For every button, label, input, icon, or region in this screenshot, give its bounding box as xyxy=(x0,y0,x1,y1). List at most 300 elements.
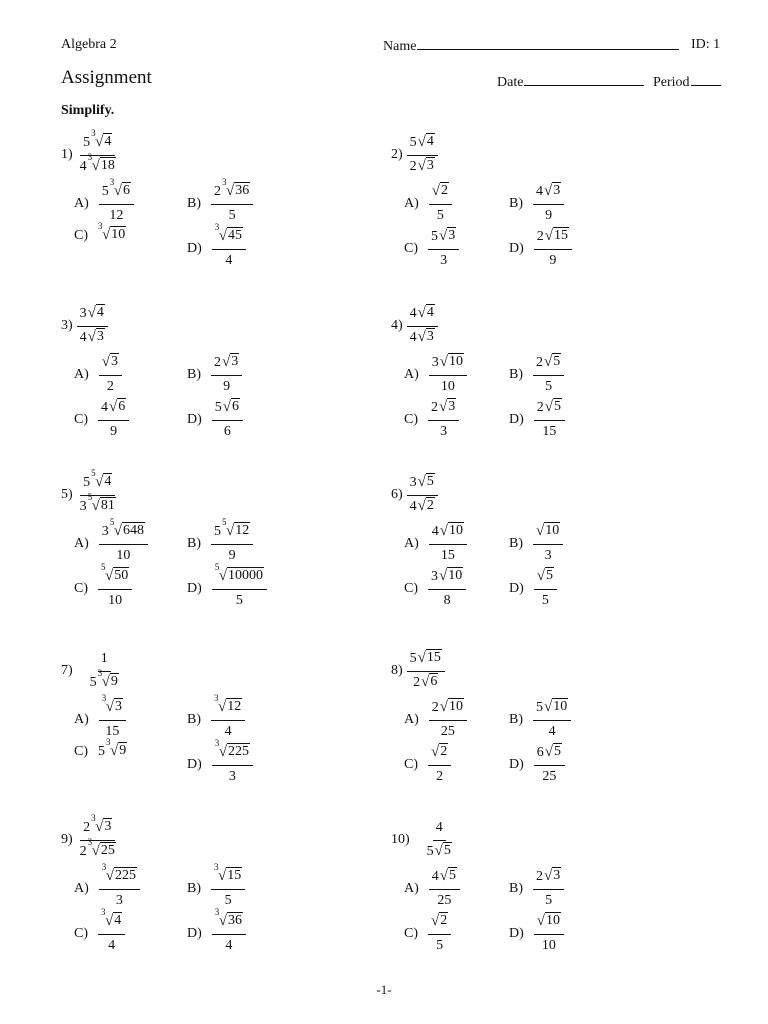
radicand: 6 xyxy=(123,183,131,198)
answer-choice-b[interactable] xyxy=(509,866,564,911)
radical-term xyxy=(102,355,119,370)
radical-sign: √ xyxy=(87,329,96,345)
radicand: 3 xyxy=(426,158,434,173)
radical-sign: √ xyxy=(226,523,235,539)
radical-term xyxy=(537,569,554,584)
choice-label: D) xyxy=(187,411,202,427)
fraction xyxy=(211,517,253,566)
problem-expression xyxy=(61,813,119,862)
radical-term xyxy=(537,745,562,760)
radical xyxy=(214,222,243,244)
radicand: 10 xyxy=(449,699,464,714)
answer-choice-d[interactable] xyxy=(509,742,565,787)
fraction xyxy=(424,817,455,862)
answer-choice-d[interactable] xyxy=(509,397,565,442)
coefficient: 3 xyxy=(79,306,87,321)
coefficient: 2 xyxy=(413,675,421,690)
radical-term xyxy=(536,184,561,199)
radicand: 25 xyxy=(100,843,115,858)
radicand: 45 xyxy=(228,228,243,243)
answer-choice-b[interactable] xyxy=(187,862,245,911)
radical xyxy=(431,912,448,929)
problem-number: 6) xyxy=(391,486,403,502)
fraction xyxy=(77,128,119,177)
fraction xyxy=(212,738,253,787)
radical-term xyxy=(410,135,435,150)
radicand: 3 xyxy=(104,819,112,834)
denominator: 5 xyxy=(228,208,236,223)
coefficient: 3 xyxy=(79,499,87,514)
answer-choice-a[interactable] xyxy=(74,177,134,226)
coefficient: 2 xyxy=(409,159,417,174)
radicand: 36 xyxy=(235,183,250,198)
period-field xyxy=(653,73,721,91)
radical-term xyxy=(98,221,126,243)
problem-expression xyxy=(61,648,122,693)
radical xyxy=(545,398,562,415)
denominator xyxy=(87,668,122,693)
root-index: 3 xyxy=(214,222,220,232)
radicand: 10 xyxy=(449,523,464,538)
denominator: 5 xyxy=(235,593,243,608)
answer-choice-c[interactable] xyxy=(404,397,459,442)
fraction xyxy=(99,862,140,911)
radical-term xyxy=(214,693,242,715)
answer-choice-c[interactable] xyxy=(404,226,459,271)
numerator xyxy=(429,352,467,376)
radical-sign: √ xyxy=(95,819,104,835)
denominator: 3 xyxy=(228,769,236,784)
numerator xyxy=(533,866,564,890)
denominator xyxy=(407,156,438,177)
radical-sign: √ xyxy=(113,523,123,539)
radical-sign: √ xyxy=(417,650,426,666)
period-blank-line[interactable] xyxy=(691,73,721,86)
fraction xyxy=(211,862,245,911)
radical-sign: √ xyxy=(431,913,440,929)
answer-choice-b[interactable] xyxy=(187,693,245,742)
answer-choice-b[interactable] xyxy=(509,521,563,566)
radical xyxy=(439,398,456,415)
answer-choice-c[interactable] xyxy=(74,562,132,611)
coefficient: 2 xyxy=(79,844,87,859)
answer-choice-a[interactable] xyxy=(404,521,467,566)
root-index: 3 xyxy=(91,813,96,823)
radical-sign: √ xyxy=(91,498,100,514)
choice-label: A) xyxy=(74,535,89,551)
denominator: 8 xyxy=(443,593,451,608)
date-label: Date xyxy=(497,75,524,90)
radicand: 3 xyxy=(231,354,239,369)
radical xyxy=(418,497,435,514)
answer-choice-a[interactable] xyxy=(74,517,148,566)
radical-sign: √ xyxy=(101,674,110,690)
answer-choice-b[interactable] xyxy=(509,697,571,742)
radical xyxy=(102,353,119,370)
radical xyxy=(545,227,569,244)
radical-sign: √ xyxy=(434,843,443,859)
problem-number: 7) xyxy=(61,662,73,678)
radical-term xyxy=(101,862,137,884)
radical-sign: √ xyxy=(536,913,546,929)
numerator xyxy=(98,907,125,935)
radical xyxy=(214,907,243,929)
radical-term xyxy=(79,152,116,174)
answer-choice-a[interactable] xyxy=(404,352,467,397)
radical-term xyxy=(80,330,105,345)
choice-label: C) xyxy=(74,227,88,243)
numerator xyxy=(212,397,243,421)
root-index: 3 xyxy=(87,152,93,162)
problem-expression xyxy=(391,648,445,693)
denominator: 15 xyxy=(105,724,120,739)
radical-sign: √ xyxy=(417,329,426,345)
radical xyxy=(440,353,464,370)
problem-number: 9) xyxy=(61,831,73,847)
answer-choice-c[interactable] xyxy=(74,221,126,244)
radicand: 3 xyxy=(553,868,561,883)
denominator xyxy=(407,496,438,517)
answer-choice-b[interactable] xyxy=(509,352,564,397)
radicand: 15 xyxy=(227,868,242,883)
denominator: 15 xyxy=(440,548,455,563)
answer-choice-b[interactable] xyxy=(187,352,242,397)
radical-sign: √ xyxy=(439,868,449,884)
radical-term xyxy=(214,738,250,760)
choice-label: A) xyxy=(404,711,419,727)
radical-term xyxy=(413,675,438,690)
radical-term xyxy=(83,468,112,490)
radical xyxy=(439,227,456,244)
radical-sign: √ xyxy=(536,568,546,584)
radical-term xyxy=(101,693,123,715)
radical-sign: √ xyxy=(105,568,114,584)
radical-sign: √ xyxy=(544,868,553,884)
coefficient: 2 xyxy=(83,820,91,835)
denominator xyxy=(77,492,119,517)
coefficient: 5 xyxy=(83,475,91,490)
answer-choice-a[interactable] xyxy=(404,181,452,226)
denominator: 10 xyxy=(116,548,131,563)
fraction xyxy=(533,521,563,566)
radical xyxy=(109,517,145,539)
fraction xyxy=(212,907,246,956)
answer-choice-b[interactable] xyxy=(187,517,253,566)
root-index: 5 xyxy=(91,468,96,478)
denominator: 5 xyxy=(224,893,232,908)
numerator xyxy=(533,181,564,205)
answer-choice-d[interactable] xyxy=(509,226,572,271)
radical xyxy=(545,743,562,760)
numerator xyxy=(99,177,134,205)
radicand: 50 xyxy=(114,568,129,583)
radicand: 10 xyxy=(553,699,568,714)
root-index: 5 xyxy=(87,492,93,502)
radicand: 3 xyxy=(111,354,119,369)
denominator: 6 xyxy=(223,424,231,439)
fraction xyxy=(407,303,438,348)
radical-sign: √ xyxy=(544,354,553,370)
radical xyxy=(418,649,442,666)
radical-sign: √ xyxy=(218,568,228,584)
radical-sign: √ xyxy=(222,354,231,370)
answer-choice-c[interactable] xyxy=(404,742,451,787)
numerator xyxy=(99,352,122,376)
radical xyxy=(440,698,464,715)
denominator: 12 xyxy=(109,208,124,223)
denominator xyxy=(77,152,119,177)
problem-expression xyxy=(391,472,438,517)
choice-label: A) xyxy=(74,880,89,896)
problem-5 xyxy=(61,468,264,608)
root-index: 3 xyxy=(109,177,115,187)
radical xyxy=(435,842,452,859)
coefficient: 2 xyxy=(431,700,439,715)
numerator: 1 xyxy=(98,648,111,672)
numerator xyxy=(533,352,564,376)
problem-8 xyxy=(391,648,568,784)
radical-sign: √ xyxy=(218,744,228,760)
radical xyxy=(101,862,137,884)
radical-term xyxy=(410,330,435,345)
fraction xyxy=(428,226,459,271)
radical-sign: √ xyxy=(95,134,104,150)
radicand: 15 xyxy=(426,650,441,665)
radical-term xyxy=(101,517,145,539)
answer-choice-d[interactable] xyxy=(187,562,267,611)
radical xyxy=(544,867,561,884)
radical-term xyxy=(431,914,448,929)
answer-choice-c[interactable] xyxy=(404,566,466,611)
denominator xyxy=(77,327,108,348)
radical xyxy=(109,398,126,415)
answer-choice-c[interactable] xyxy=(74,397,129,442)
radical xyxy=(418,133,435,150)
answer-choice-a[interactable] xyxy=(404,866,460,911)
radicand: 5 xyxy=(449,868,457,883)
denominator: 4 xyxy=(108,938,116,953)
fraction xyxy=(77,468,119,517)
root-index: 3 xyxy=(101,862,107,872)
radicand: 10000 xyxy=(228,568,264,583)
coefficient: 6 xyxy=(536,745,544,760)
radicand: 3 xyxy=(96,329,104,344)
radical-sign: √ xyxy=(439,228,448,244)
numerator xyxy=(429,181,452,205)
answer-choice-a[interactable] xyxy=(74,352,122,397)
answer-choice-d[interactable] xyxy=(509,911,564,956)
coefficient: 5 xyxy=(409,651,417,666)
answer-choice-d[interactable] xyxy=(187,222,246,271)
choice-label: B) xyxy=(509,535,523,551)
radicand: 4 xyxy=(104,474,112,489)
answer-choice-b[interactable] xyxy=(509,181,564,226)
radical xyxy=(440,522,464,539)
numerator xyxy=(77,303,108,327)
radical-term xyxy=(537,229,569,244)
name-field xyxy=(383,37,679,55)
coefficient: 5 xyxy=(101,184,109,199)
answer-choice-a[interactable] xyxy=(74,862,140,911)
radicand: 81 xyxy=(100,498,115,513)
answer-choice-d[interactable] xyxy=(187,738,253,787)
radicand: 9 xyxy=(110,674,118,689)
numerator xyxy=(211,177,253,205)
radical xyxy=(537,567,554,584)
course-title: Algebra 2 xyxy=(61,37,117,52)
answer-choice-d[interactable] xyxy=(509,566,557,611)
root-index: 3 xyxy=(101,907,106,917)
radical xyxy=(544,698,568,715)
denominator: 3 xyxy=(115,893,123,908)
denominator: 25 xyxy=(542,769,557,784)
page-number: -1- xyxy=(376,982,392,997)
coefficient: 5 xyxy=(89,675,97,690)
choice-label: D) xyxy=(187,925,202,941)
fraction xyxy=(211,177,253,226)
root-index: 3 xyxy=(101,693,107,703)
denominator xyxy=(410,672,441,693)
fraction xyxy=(98,397,129,442)
radicand: 9 xyxy=(119,743,127,758)
choice-label: B) xyxy=(187,880,201,896)
radicand: 36 xyxy=(228,913,243,928)
fraction xyxy=(77,813,119,862)
radicand: 4 xyxy=(426,134,434,149)
radical-term xyxy=(432,869,457,884)
radicand: 5 xyxy=(554,399,562,414)
date-blank-line[interactable] xyxy=(524,73,644,86)
coefficient: 4 xyxy=(101,400,108,415)
denominator xyxy=(407,327,438,348)
problem-expression xyxy=(61,128,119,177)
radical-term xyxy=(79,837,116,859)
numerator xyxy=(212,562,267,590)
answer-choice-c[interactable] xyxy=(74,907,125,956)
denominator: 2 xyxy=(436,769,444,784)
radical-term xyxy=(98,737,127,759)
choice-label: D) xyxy=(509,240,524,256)
coefficient: 4 xyxy=(409,306,417,321)
radical-sign: √ xyxy=(544,744,554,760)
radical-sign: √ xyxy=(439,699,449,715)
radical-sign: √ xyxy=(218,699,227,715)
fraction xyxy=(99,352,122,397)
radical xyxy=(91,813,112,835)
radical-term xyxy=(432,355,464,370)
root-index: 3 xyxy=(222,177,227,187)
radicand: 18 xyxy=(100,158,115,173)
radical-sign: √ xyxy=(113,183,123,199)
radical-term xyxy=(214,177,250,199)
radicand: 2 xyxy=(440,744,448,759)
choice-label: B) xyxy=(187,366,201,382)
denominator: 3 xyxy=(440,424,448,439)
numerator xyxy=(212,222,246,250)
radicand: 10 xyxy=(111,227,126,242)
radical-term xyxy=(101,907,122,929)
coefficient: 4 xyxy=(79,330,87,345)
choice-label: C) xyxy=(74,411,88,427)
coefficient: 4 xyxy=(79,159,87,174)
instructions: Simplify. xyxy=(61,103,115,118)
denominator: 3 xyxy=(440,253,448,268)
denominator: 9 xyxy=(545,208,553,223)
fraction xyxy=(98,907,125,956)
radical-sign: √ xyxy=(110,743,119,759)
radical-sign: √ xyxy=(105,699,115,715)
answer-choice-c[interactable] xyxy=(74,737,127,760)
choice-label: A) xyxy=(74,366,89,382)
radical-sign: √ xyxy=(417,474,426,490)
problem-number: 10) xyxy=(391,831,410,847)
denominator: 3 xyxy=(544,548,552,563)
denominator: 25 xyxy=(440,724,455,739)
denominator: 9 xyxy=(223,379,231,394)
radicand: 5 xyxy=(554,744,562,759)
answer-choice-d[interactable] xyxy=(187,907,246,956)
coefficient: 2 xyxy=(214,355,221,370)
id-label: ID: 1 xyxy=(691,37,721,52)
choice-label: B) xyxy=(187,711,201,727)
answer-choice-a[interactable] xyxy=(74,693,126,742)
answer-choice-c[interactable] xyxy=(404,911,451,956)
fraction xyxy=(211,352,242,397)
coefficient: 3 xyxy=(431,355,439,370)
choice-label: B) xyxy=(509,880,523,896)
numerator xyxy=(533,521,563,545)
coefficient: 2 xyxy=(536,229,544,244)
problem-number: 3) xyxy=(61,317,73,333)
radicand: 10 xyxy=(448,568,463,583)
coefficient: 3 xyxy=(409,475,417,490)
radicand: 6 xyxy=(232,399,240,414)
radical-term xyxy=(536,355,561,370)
choice-label: B) xyxy=(187,535,201,551)
root-index: 5 xyxy=(101,562,106,572)
name-blank-line[interactable] xyxy=(417,37,679,50)
radical-term xyxy=(79,492,116,514)
fraction xyxy=(407,648,445,693)
radical xyxy=(87,837,116,859)
radical xyxy=(101,562,129,584)
numerator xyxy=(534,566,557,590)
numerator xyxy=(212,738,253,766)
radical-term xyxy=(214,517,250,539)
choice-label: A) xyxy=(404,535,419,551)
radical xyxy=(214,862,242,884)
answer-choice-b[interactable] xyxy=(187,177,253,226)
choice-label: A) xyxy=(404,195,419,211)
answer-choice-a[interactable] xyxy=(404,697,467,742)
fraction xyxy=(533,697,571,742)
problem-3 xyxy=(61,303,240,439)
fraction xyxy=(428,566,466,611)
radicand: 2 xyxy=(426,498,434,513)
answer-choice-d[interactable] xyxy=(187,397,243,442)
radicand: 5 xyxy=(546,568,554,583)
fraction xyxy=(429,866,460,911)
radical-sign: √ xyxy=(417,134,426,150)
radicand: 15 xyxy=(554,228,569,243)
radical-sign: √ xyxy=(536,523,545,539)
radical-term xyxy=(410,475,435,490)
radical-sign: √ xyxy=(417,498,426,514)
problem-number: 2) xyxy=(391,146,403,162)
radicand: 5 xyxy=(443,843,451,858)
radicand: 648 xyxy=(123,523,145,538)
numerator xyxy=(534,911,564,935)
